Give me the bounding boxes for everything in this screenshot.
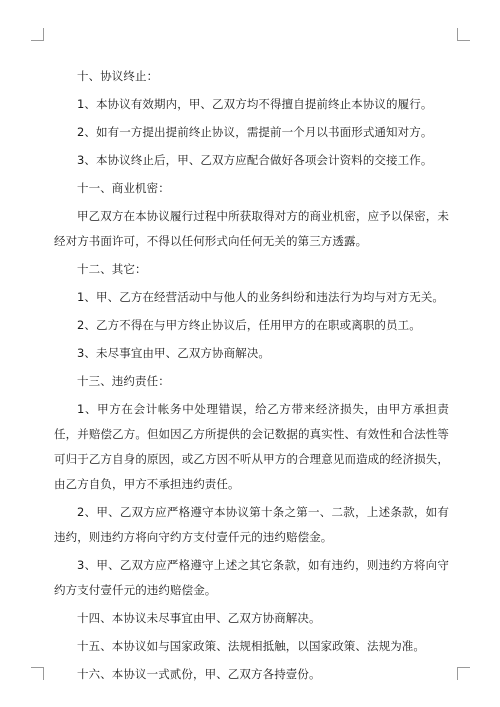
section-heading-confidentiality: 十一、商业机密： [77, 181, 170, 195]
clause-other-1: 1、甲、乙方在经营活动中与他人的业务纠纷和违法行为均与对方无关。 [77, 290, 445, 304]
clause-confidentiality: 甲乙双方在本协议履行过程中所获取得对方的商业机密，应予以保密，未经对方书面许可，不得以任何形式向任何无关的第三方透露。 [54, 209, 449, 248]
clause-termination-1: 1、本协议有效期内，甲、乙双方均不得擅自提前终止本协议的履行。 [77, 97, 433, 111]
document-body [54, 64, 449, 690]
clause-other-3: 3、未尽事宜由甲、乙双方协商解决。 [77, 346, 271, 360]
crop-mark-bottom-left [31, 667, 44, 680]
clause-fourteen: 十四、本协议未尽事宜由甲、乙双方协商解决。 [77, 611, 321, 625]
section-heading-termination: 十、协议终止： [77, 69, 159, 83]
clause-termination-3: 3、本协议终止后，甲、乙双方应配合做好各项会计资料的交接工作。 [77, 153, 433, 167]
clause-termination-2: 2、如有一方提出提前终止协议，需提前一个月以书面形式通知对方。 [77, 125, 433, 139]
section-heading-other: 十二、其它： [77, 262, 147, 276]
clause-sixteen: 十六、本协议一式贰份，甲、乙双方各持壹份。 [77, 667, 321, 681]
crop-mark-top-right [457, 28, 470, 41]
clause-other-2: 2、乙方不得在与甲方终止协议后，任用甲方的在职或离职的员工。 [77, 318, 421, 332]
clause-breach-3: 3、甲、乙双方应严格遵守上述之其它条款，如有违约，则违约方将向守约方支付壹仟元的违约赔偿金。 [54, 558, 449, 597]
crop-mark-top-left [31, 28, 44, 41]
clause-breach-1: 1、甲方在会计帐务中处理错误，给乙方带来经济损失，由甲方承担责任，并赔偿乙方。但如因乙方所提供的会记数据的真实性、有效性和合法性等可归于乙方自身的原因，或乙方因不听从甲方的合理意见而造成的经济损失，由乙方自负，甲方不承担违约责任。 [54, 402, 449, 491]
clause-fifteen: 十五、本协议如与国家政策、法规相抵触，以国家政策、法规为准。 [77, 639, 425, 653]
crop-mark-bottom-right [457, 667, 470, 680]
clause-breach-2: 2、甲、乙双方应严格遵守本协议第十条之第一、二款，上述条款，如有违约，则违约方将向守约方支付壹仟元的违约赔偿金。 [54, 505, 449, 544]
section-heading-breach: 十三、违约责任： [77, 374, 170, 388]
